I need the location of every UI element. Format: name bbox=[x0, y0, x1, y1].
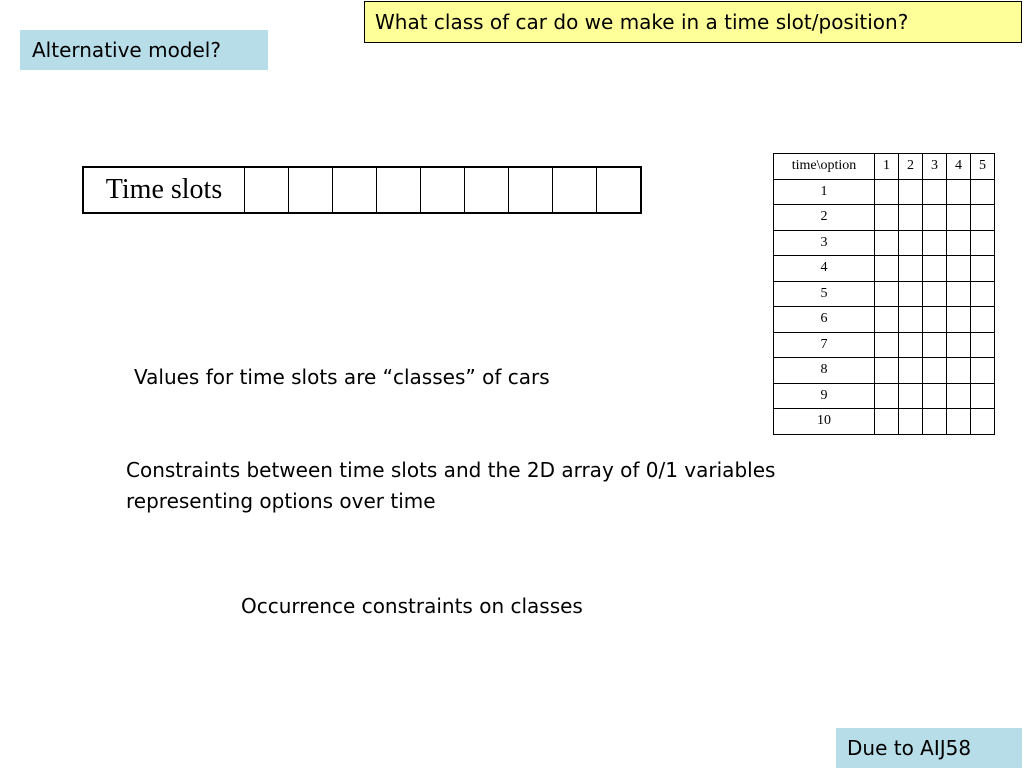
time-row-label: 7 bbox=[774, 332, 875, 358]
table-cell bbox=[923, 332, 947, 358]
table-cell bbox=[875, 256, 899, 282]
table-row bbox=[774, 409, 995, 435]
table-row bbox=[774, 332, 995, 358]
table-cell bbox=[875, 383, 899, 409]
option-column-header: 3 bbox=[923, 154, 947, 180]
time-slots-row bbox=[83, 167, 641, 213]
table-cell bbox=[971, 179, 995, 205]
due-to-label: Due to AIJ58 bbox=[836, 728, 1022, 768]
table-cell bbox=[971, 358, 995, 384]
table-cell bbox=[875, 307, 899, 333]
values-text: Values for time slots are “classes” of cars bbox=[134, 365, 550, 389]
constraints-text-line1: Constraints between time slots and the 2D array of 0/1 variables bbox=[126, 458, 776, 482]
table-cell bbox=[947, 409, 971, 435]
table-header-row bbox=[774, 154, 995, 180]
time-slot-cell bbox=[289, 167, 333, 213]
time-slot-cell bbox=[465, 167, 509, 213]
time-row-label: 9 bbox=[774, 383, 875, 409]
time-slots-table bbox=[82, 166, 642, 214]
table-cell bbox=[899, 256, 923, 282]
table-cell bbox=[899, 332, 923, 358]
table-cell bbox=[923, 281, 947, 307]
time-slot-cell bbox=[377, 167, 421, 213]
table-cell bbox=[947, 332, 971, 358]
time-row-label: 4 bbox=[774, 256, 875, 282]
table-cell bbox=[899, 205, 923, 231]
time-option-table bbox=[773, 153, 995, 435]
table-row bbox=[774, 383, 995, 409]
table-cell bbox=[923, 256, 947, 282]
time-row-label: 3 bbox=[774, 230, 875, 256]
option-column-header: 4 bbox=[947, 154, 971, 180]
alternative-model-label: Alternative model? bbox=[20, 30, 268, 70]
table-cell bbox=[947, 205, 971, 231]
table-cell bbox=[947, 179, 971, 205]
time-row-label: 10 bbox=[774, 409, 875, 435]
table-cell bbox=[971, 256, 995, 282]
table-cell bbox=[947, 281, 971, 307]
time-slot-cell bbox=[245, 167, 289, 213]
table-row bbox=[774, 179, 995, 205]
table-cell bbox=[923, 409, 947, 435]
time-slot-cell bbox=[553, 167, 597, 213]
table-cell bbox=[875, 281, 899, 307]
time-row-label: 2 bbox=[774, 205, 875, 231]
table-cell bbox=[923, 230, 947, 256]
table-cell bbox=[899, 281, 923, 307]
constraints-text-line2: representing options over time bbox=[126, 489, 436, 513]
table-cell bbox=[947, 307, 971, 333]
table-cell bbox=[947, 256, 971, 282]
table-row bbox=[774, 307, 995, 333]
table-cell bbox=[923, 383, 947, 409]
table-cell bbox=[971, 230, 995, 256]
table-cell bbox=[923, 358, 947, 384]
table-row bbox=[774, 281, 995, 307]
table-cell bbox=[971, 409, 995, 435]
table-cell bbox=[971, 383, 995, 409]
table-cell bbox=[899, 179, 923, 205]
table-cell bbox=[875, 358, 899, 384]
time-slot-cell bbox=[509, 167, 553, 213]
table-cell bbox=[875, 409, 899, 435]
option-column-header: 5 bbox=[971, 154, 995, 180]
table-row bbox=[774, 205, 995, 231]
time-row-label: 5 bbox=[774, 281, 875, 307]
table-cell bbox=[899, 358, 923, 384]
table-cell bbox=[923, 205, 947, 231]
table-row bbox=[774, 256, 995, 282]
table-cell bbox=[971, 307, 995, 333]
question-box: What class of car do we make in a time slot/position? bbox=[364, 1, 1022, 43]
time-slot-cell bbox=[597, 167, 642, 213]
time-slot-cell bbox=[333, 167, 377, 213]
table-row bbox=[774, 230, 995, 256]
occurrence-text: Occurrence constraints on classes bbox=[241, 594, 583, 618]
table-cell bbox=[875, 205, 899, 231]
option-column-header: 1 bbox=[875, 154, 899, 180]
table-cell bbox=[923, 179, 947, 205]
table-cell bbox=[875, 332, 899, 358]
table-corner-header: time\option bbox=[774, 154, 875, 180]
table-cell bbox=[899, 230, 923, 256]
time-row-label: 6 bbox=[774, 307, 875, 333]
time-slot-cell bbox=[421, 167, 465, 213]
table-cell bbox=[971, 205, 995, 231]
table-cell bbox=[875, 230, 899, 256]
table-cell bbox=[875, 179, 899, 205]
time-row-label: 8 bbox=[774, 358, 875, 384]
time-row-label: 1 bbox=[774, 179, 875, 205]
table-cell bbox=[971, 332, 995, 358]
table-cell bbox=[923, 307, 947, 333]
table-cell bbox=[899, 383, 923, 409]
option-column-header: 2 bbox=[899, 154, 923, 180]
table-cell bbox=[947, 383, 971, 409]
time-slots-label: Time slots bbox=[83, 167, 245, 213]
table-cell bbox=[899, 409, 923, 435]
table-cell bbox=[947, 230, 971, 256]
table-cell bbox=[899, 307, 923, 333]
table-cell bbox=[947, 358, 971, 384]
table-cell bbox=[971, 281, 995, 307]
table-row bbox=[774, 358, 995, 384]
